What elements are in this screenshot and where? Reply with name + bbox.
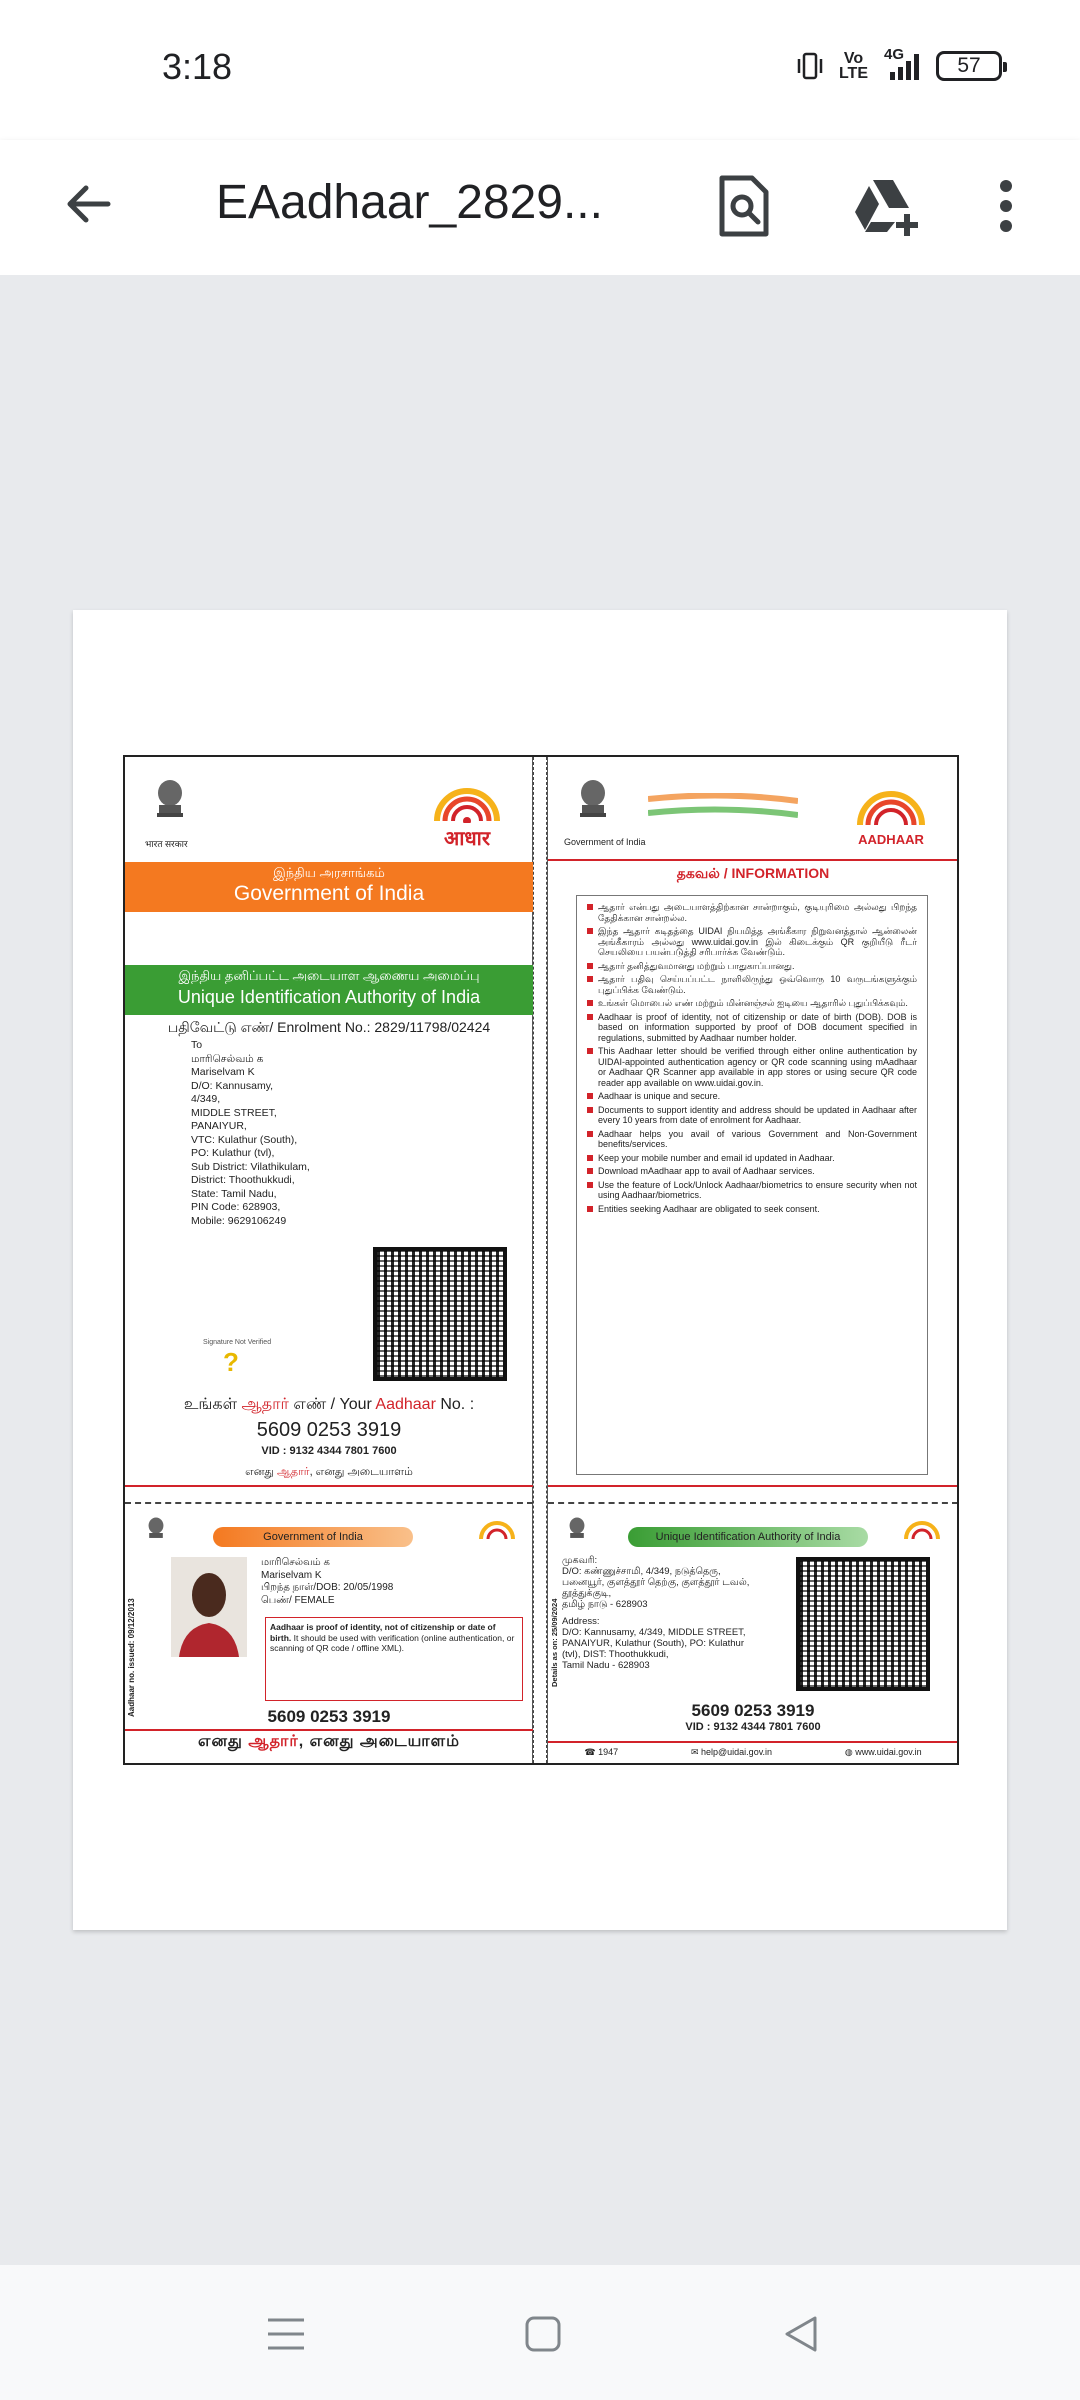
vid-number-back: VID : 9132 4344 7801 7600 bbox=[685, 1721, 821, 1733]
recent-apps-button[interactable] bbox=[251, 2299, 321, 2369]
qr-code-back bbox=[796, 1557, 930, 1691]
tagline bbox=[125, 1466, 533, 1480]
aadhaar-mini-logo-back-icon bbox=[900, 1517, 944, 1541]
back-arrow-icon bbox=[60, 176, 116, 232]
tagline-bottom bbox=[125, 1732, 533, 1752]
aadhaar-number-back: 5609 0253 3919 bbox=[691, 1701, 815, 1720]
tagline-part: , எனது அடையாளம் bbox=[309, 1466, 413, 1478]
holder-gender: பெண்/ FEMALE bbox=[261, 1594, 335, 1606]
holder-dob: பிறந்த நாள்/DOB: 20/05/1998 bbox=[261, 1582, 394, 1593]
divider bbox=[125, 1485, 533, 1487]
national-emblem-icon bbox=[149, 777, 191, 833]
address-line: PO: Kulathur (tvl), bbox=[191, 1147, 275, 1159]
aadhaar-logo bbox=[417, 777, 517, 850]
uidai-band bbox=[125, 965, 533, 1015]
address-line: District: Thoothukkudi, bbox=[191, 1174, 295, 1186]
volte-label: Vo LTE bbox=[838, 50, 868, 82]
more-vert-icon bbox=[999, 178, 1013, 234]
back-button[interactable] bbox=[52, 168, 124, 240]
email-contact bbox=[691, 1747, 772, 1758]
home-square-icon bbox=[524, 2315, 562, 2353]
phone-contact bbox=[584, 1747, 618, 1758]
person-photo-icon bbox=[171, 1557, 247, 1657]
aadhaar-sun-logo-back-icon bbox=[838, 781, 944, 827]
back-address-line: தமிழ் நாடு - 628903 bbox=[562, 1599, 648, 1610]
drive-add-icon bbox=[851, 176, 921, 236]
info-item: உங்கள் மொபைல் எண் மற்றும் மின்னஞ்சல் ஐடியை ஆதாரில் புதுப்பிக்கவும். bbox=[587, 998, 917, 1009]
emblem-caption-back: Government of India bbox=[564, 837, 646, 847]
qr-code bbox=[373, 1247, 507, 1381]
info-item: Use the feature of Lock/Unlock Aadhaar/biometrics to ensure security when not using Aadhaar/biometrics. bbox=[587, 1180, 917, 1201]
back-address-line: (tvl), DIST: Thoothukkudi, bbox=[562, 1649, 669, 1660]
label-part: ஆதார் bbox=[241, 1396, 289, 1413]
network-label: 4G bbox=[884, 46, 905, 63]
uidai-mini-band: Unique Identification Authority of India bbox=[628, 1527, 868, 1547]
issued-date: Aadhaar no. issued: 09/12/2013 bbox=[127, 1598, 136, 1717]
uidai-english: Unique Identification Authority of India bbox=[177, 987, 481, 1007]
enrolment-number: பதிவேட்டு எண்/ Enrolment No.: 2829/11798/02424 bbox=[167, 1019, 491, 1035]
address-line: PANAIYUR, bbox=[191, 1120, 247, 1132]
info-item: Aadhaar helps you avail of various Government and Non-Government benefits/services. bbox=[587, 1129, 917, 1150]
back-address-line: D/O: Kannusamy, 4/349, MIDDLE STREET, bbox=[562, 1627, 746, 1638]
card-back bbox=[547, 757, 957, 1763]
status-bar bbox=[0, 0, 1080, 140]
address-block bbox=[191, 1039, 361, 1228]
aadhaar-logo-text: आधार bbox=[443, 828, 491, 850]
aadhaar-sun-logo-icon bbox=[417, 777, 517, 823]
phone-text: 1947 bbox=[598, 1747, 619, 1757]
info-item: ஆதார் பதிவு செய்யப்பட்ட நாளிலிருந்து ஒவ்வொரு 10 வருடங்களுக்கும் புதுப்பிக்க வேண்டும். bbox=[587, 974, 917, 995]
info-item: ஆதார் தனித்துவமானது மற்றும் பாதுகாப்பானது. bbox=[587, 961, 917, 972]
proof-bold: Aadhaar is proof of identity, not of citizenship or date of birth. bbox=[270, 1622, 496, 1643]
gov-mini-band: Government of India bbox=[213, 1527, 413, 1547]
aadhaar-number-bottom: 5609 0253 3919 bbox=[267, 1707, 391, 1726]
address-line: PIN Code: 628903, bbox=[191, 1201, 281, 1213]
pdf-page[interactable] bbox=[73, 610, 1007, 1930]
signal-icon bbox=[882, 46, 922, 82]
info-item: Aadhaar is proof of identity, not of citizenship or date of birth (DOB). DOB is based on information supported by proof of DOB document specified in regulations, submitted by Aadhaar number holder. bbox=[587, 1012, 917, 1044]
status-time: 3:18 bbox=[162, 46, 233, 87]
add-to-drive-button[interactable] bbox=[848, 168, 924, 244]
menu-icon bbox=[266, 2316, 306, 2352]
info-item: Documents to support identity and address should be updated in Aadhaar after every 10 years from date of enrolment for Aadhaar. bbox=[587, 1105, 917, 1126]
back-address-line: PANAIYUR, Kulathur (South), PO: Kulathur bbox=[562, 1638, 744, 1649]
web-contact bbox=[845, 1747, 922, 1758]
tagline-part: ஆதார் bbox=[248, 1733, 299, 1750]
status-icons bbox=[795, 46, 1002, 82]
battery-indicator: 57 bbox=[936, 51, 1002, 81]
cut-line bbox=[125, 1502, 533, 1504]
more-options-button[interactable] bbox=[978, 168, 1034, 244]
photo bbox=[171, 1557, 247, 1657]
back-address-line: D/O: கண்ணுச்சாமி, 4/349, நடுத்தெரு, bbox=[562, 1566, 721, 1577]
svg-text:?: ? bbox=[223, 1347, 239, 1377]
app-bar bbox=[0, 140, 1080, 275]
label-part: Aadhaar bbox=[375, 1396, 436, 1413]
details-date: Details as on: 25/09/2024 bbox=[550, 1598, 559, 1687]
tricolor-stroke-icon bbox=[648, 793, 798, 821]
globe-icon: ◍ bbox=[844, 1747, 856, 1757]
national-emblem-small-back-icon bbox=[564, 1515, 590, 1551]
back-address-line: பனையூர், குளத்தூர் தெற்கு, குளத்தூர் டவல், bbox=[562, 1577, 750, 1588]
address-line: To bbox=[191, 1039, 203, 1051]
back-address bbox=[562, 1555, 802, 1671]
cut-line bbox=[548, 1502, 958, 1504]
nav-back-button[interactable] bbox=[766, 2299, 836, 2369]
divider bbox=[548, 859, 958, 861]
address-line: Sub District: Vilathikulam, bbox=[191, 1160, 310, 1173]
national-emblem-back-icon bbox=[572, 777, 614, 833]
tagline-part: எனது bbox=[245, 1466, 277, 1478]
uidai-tamil: இந்திய தனிப்பட்ட அடையாள ஆணைய அமைப்பு bbox=[178, 968, 480, 983]
info-item: Download mAadhaar app to avail of Aadhaar services. bbox=[587, 1166, 917, 1177]
holder-name: Mariselvam K bbox=[261, 1569, 322, 1581]
label-part: எண் / Your bbox=[288, 1396, 376, 1413]
aadhaar-logo-back bbox=[838, 781, 944, 851]
address-line: 4/349, bbox=[191, 1093, 221, 1105]
document-viewer[interactable] bbox=[0, 275, 1080, 2265]
proof-rest: It should be used with verification (online authentication, or scanning of QR code / offline XML). bbox=[270, 1632, 515, 1653]
aadhaar-mini-logo-icon bbox=[475, 1517, 519, 1541]
aadhaar-logo-text-back: AADHAAR bbox=[858, 832, 924, 847]
address-line: D/O: Kannusamy, bbox=[191, 1079, 274, 1092]
back-address-line: முகவரி: bbox=[562, 1555, 598, 1566]
signature-block bbox=[203, 1339, 283, 1379]
info-list bbox=[576, 895, 928, 1475]
gov-band bbox=[125, 862, 533, 912]
info-item: இந்த ஆதார் கடிதத்தை UIDAI நியமித்த அங்கீகார நிறுவனத்தால் ஆன்லைன் அங்கீகாரம் அல்லது www.uidai.gov.in இல் கிடைக்கும் QR குறியீடு ரீடர் செயலியை பயன்படுத்தி சரிபார்க்க வேண்டும். bbox=[587, 926, 917, 958]
emblem-caption: भारत सरकार bbox=[145, 839, 188, 849]
card-front bbox=[125, 757, 533, 1763]
back-address-line: தூத்துக்குடி, bbox=[562, 1588, 612, 1599]
info-item: Entities seeking Aadhaar are obligated to seek consent. bbox=[587, 1204, 917, 1215]
address-line: Mobile: 9629106249 bbox=[191, 1214, 287, 1227]
divider bbox=[548, 1485, 958, 1487]
info-item: Keep your mobile number and email id updated in Aadhaar. bbox=[587, 1153, 917, 1164]
contact-footer bbox=[548, 1741, 958, 1758]
document-title: EAadhaar_2829... bbox=[216, 176, 603, 229]
web-text: www.uidai.gov.in bbox=[855, 1747, 922, 1757]
home-button[interactable] bbox=[508, 2299, 578, 2369]
label-part: உங்கள் bbox=[183, 1396, 242, 1413]
system-nav-bar bbox=[0, 2265, 1080, 2400]
signature-note: Signature Not Verified bbox=[203, 1339, 272, 1346]
your-aadhaar-label bbox=[125, 1395, 533, 1415]
phone-icon: ☎ bbox=[584, 1747, 599, 1757]
address-line: VTC: Kulathur (South), bbox=[191, 1133, 298, 1146]
info-heading: தகவல் / INFORMATION bbox=[676, 865, 830, 881]
tagline-part: , எனது அடையாளம் bbox=[298, 1733, 460, 1750]
info-item: ஆதார் என்பது அடையாளத்திற்கான சான்றாகும், குடியுரிமை அல்லது பிறந்த தேதிக்கான சான்றல்ல. bbox=[587, 902, 917, 923]
holder-details bbox=[261, 1557, 461, 1607]
email-text: help@uidai.gov.in bbox=[701, 1747, 773, 1757]
back-address-line: Address: bbox=[562, 1616, 600, 1627]
signature-question-icon bbox=[217, 1347, 257, 1377]
national-emblem-small-icon bbox=[143, 1515, 169, 1551]
aadhaar-card bbox=[123, 755, 959, 1765]
vid-number: VID : 9132 4344 7801 7600 bbox=[261, 1445, 397, 1457]
tagline-part: எனது bbox=[198, 1733, 249, 1750]
address-line: State: Tamil Nadu, bbox=[191, 1187, 277, 1200]
label-part: No. : bbox=[435, 1396, 475, 1413]
find-in-page-icon bbox=[716, 174, 772, 238]
vibrate-icon bbox=[795, 51, 825, 81]
divider bbox=[125, 1729, 533, 1731]
back-address-line: Tamil Nadu - 628903 bbox=[562, 1660, 650, 1671]
tagline-part: ஆதார் bbox=[276, 1466, 310, 1478]
proof-note bbox=[265, 1617, 523, 1701]
gov-tamil: இந்திய அரசாங்கம் bbox=[273, 865, 385, 880]
fold-strip bbox=[533, 757, 547, 1763]
address-line: மாரிசெல்வம் க bbox=[191, 1052, 264, 1065]
address-line: Mariselvam K bbox=[191, 1066, 255, 1078]
info-item: This Aadhaar letter should be verified through either online authentication by UIDAI-appointed authentication agency or QR code scanning using mAadhaar or Aadhaar QR Scanner app available in app stores or using secure QR code reader app available on www.uidai.gov.in. bbox=[587, 1046, 917, 1088]
gov-english: Government of India bbox=[233, 882, 425, 905]
find-in-page-button[interactable] bbox=[706, 168, 782, 244]
back-triangle-icon bbox=[781, 2314, 821, 2354]
info-item: Aadhaar is unique and secure. bbox=[587, 1091, 917, 1102]
mail-icon: ✉ bbox=[690, 1747, 702, 1757]
aadhaar-number: 5609 0253 3919 bbox=[256, 1419, 402, 1441]
holder-name-tamil: மாரிசெல்வம் க bbox=[261, 1557, 330, 1568]
address-line: MIDDLE STREET, bbox=[191, 1106, 277, 1119]
